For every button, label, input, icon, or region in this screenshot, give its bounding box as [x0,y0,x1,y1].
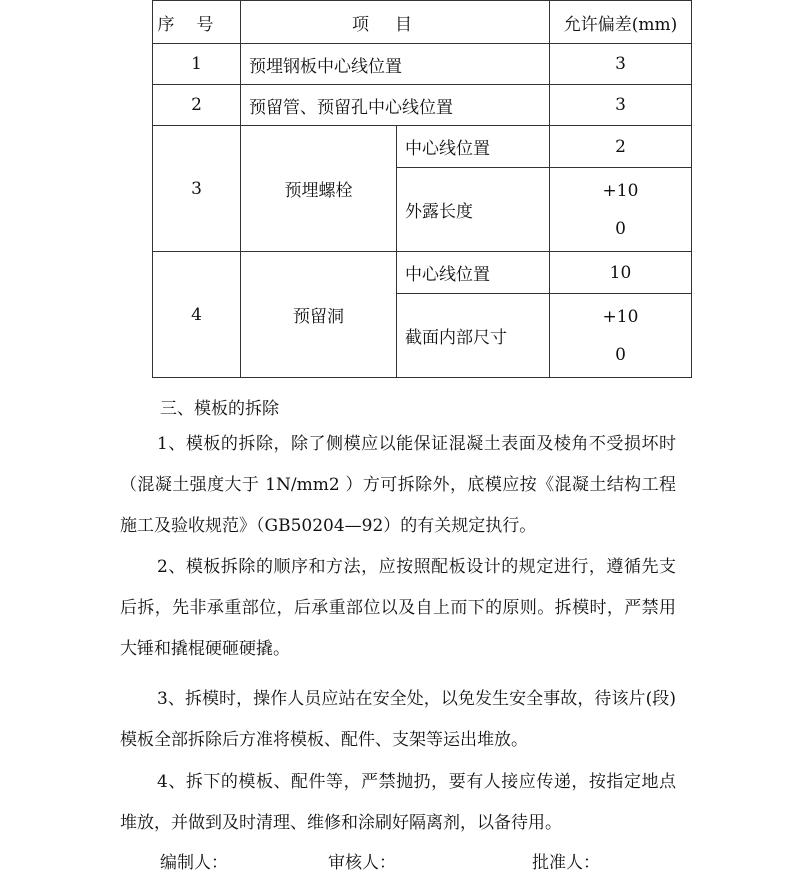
row-item: 预留洞 [241,252,397,378]
row-item: 预埋螺栓 [241,126,397,252]
sub-tolerance-range [550,168,692,252]
sub-tolerance: 2 [550,126,692,168]
header-tolerance: 允许偏差(mm) [550,1,692,44]
compiler-label: 编制人： [160,853,228,873]
row-item: 预留管、预留孔中心线位置 [241,85,550,126]
paragraph-4: 4、拆下的模板、配件等，严禁抛扔，要有人接应传递，按指定地点堆放，并做到及时清理、维修和涂刷好隔离剂，以备待用。 [120,772,676,833]
table-row [153,126,692,168]
table-row [153,252,692,294]
row-tolerance: 3 [550,85,692,126]
reviewer-label: 审核人： [328,853,396,873]
paragraph-3: 3、拆模时，操作人员应站在安全处，以免发生安全事故，待该片(段)模板全部拆除后方准将模板、配件、支架等运出堆放。 [120,689,676,750]
sub-tolerance: 10 [550,252,692,294]
sub-item: 中心线位置 [397,126,550,168]
table-header-row [153,1,692,44]
row-seq: 3 [153,126,241,252]
sub-tolerance-range [550,294,692,378]
row-tolerance: 3 [550,44,692,85]
tolerance-upper: +10 [602,306,639,327]
paragraph-1: 1、模板的拆除，除了侧模应以能保证混凝土表面及棱角不受损坏时（混凝土强度大于 1N/mm2 ）方可拆除外，底模应按《混凝土结构工程施工及验收规范》（GB50204—92）的有关规定执行。 [120,434,676,536]
tolerance-lower: 0 [615,218,626,239]
row-item: 预埋钢板中心线位置 [241,44,550,85]
row-seq: 2 [153,85,241,126]
sub-item: 截面内部尺寸 [397,294,550,378]
tolerance-table [152,0,692,378]
table-row [153,85,692,126]
tolerance-upper: +10 [602,180,639,201]
sub-item: 外露长度 [397,168,550,252]
tolerance-lower: 0 [615,344,626,365]
row-seq: 1 [153,44,241,85]
header-item: 项目 [241,1,550,44]
row-seq: 4 [153,252,241,378]
paragraph-2: 2、模板拆除的顺序和方法，应按照配板设计的规定进行，遵循先支后拆，先非承重部位，后承重部位以及自上而下的原则。拆模时，严禁用大锤和撬棍硬砸硬撬。 [120,557,676,659]
section-heading: 三、模板的拆除 [160,399,279,419]
sub-item: 中心线位置 [397,252,550,294]
approver-label: 批准人： [532,853,600,873]
table-row [153,44,692,85]
header-seq: 序号 [153,1,241,44]
